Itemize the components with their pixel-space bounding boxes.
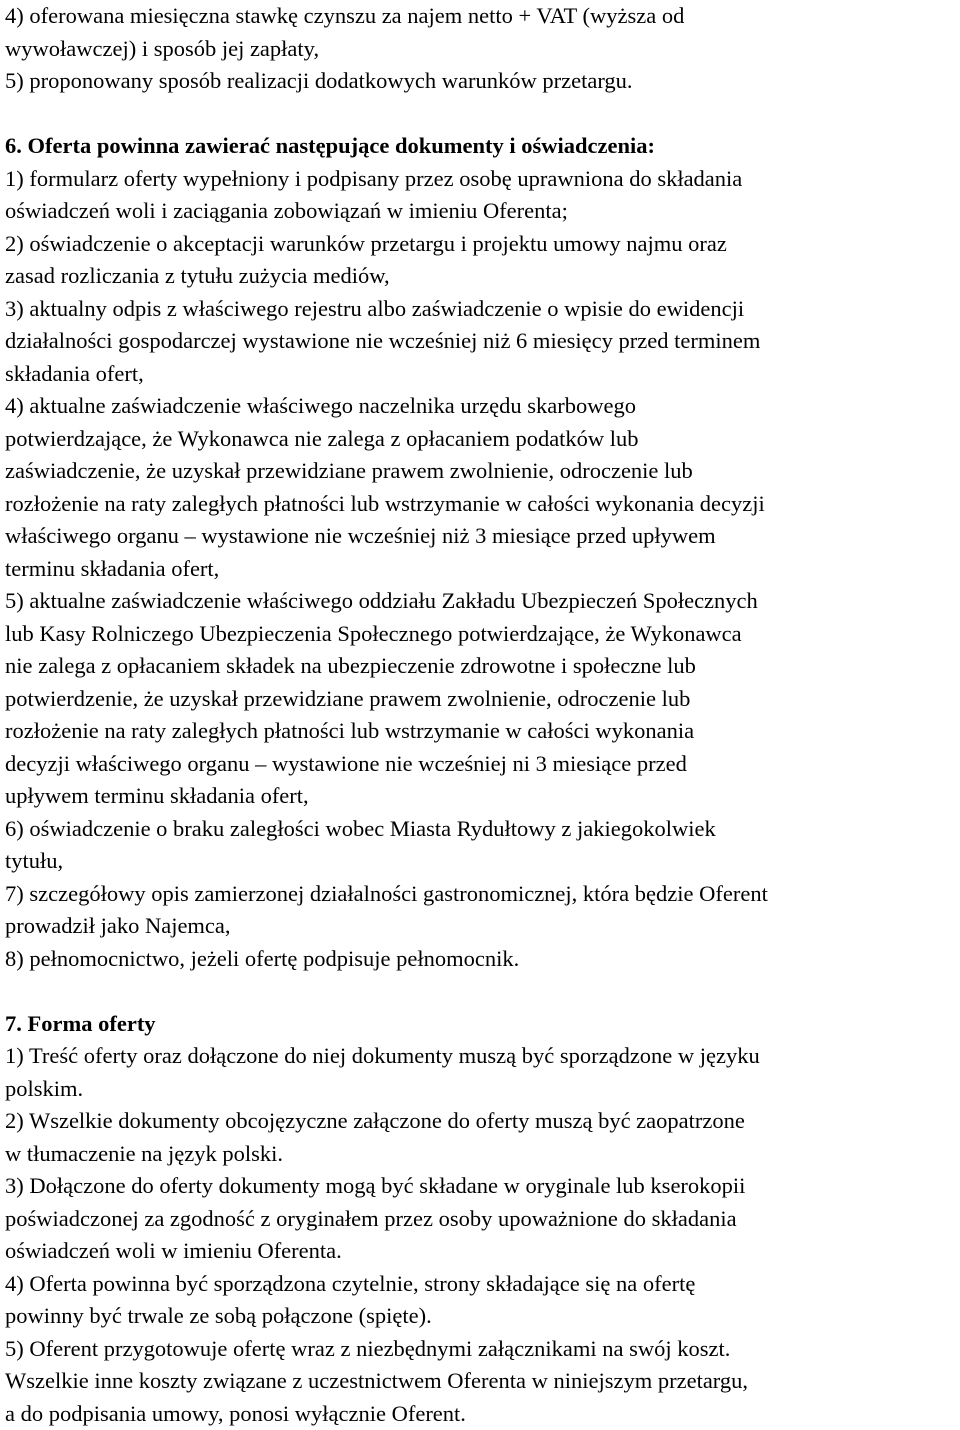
text-line: 2) Wszelkie dokumenty obcojęzyczne załączone do oferty muszą być zaopatrzone xyxy=(5,1105,957,1138)
section-6 xyxy=(5,130,957,975)
text-line: wywoławczej) i sposób jej zapłaty, xyxy=(5,33,957,66)
text-line: 5) proponowany sposób realizacji dodatkowych warunków przetargu. xyxy=(5,65,957,98)
text-line: 4) aktualne zaświadczenie właściwego naczelnika urzędu skarbowego xyxy=(5,390,957,423)
text-line: rozłożenie na raty zaległych płatności lub wstrzymanie w całości wykonania xyxy=(5,715,957,748)
text-line: upływem terminu składania ofert, xyxy=(5,780,957,813)
text-line: 4) Oferta powinna być sporządzona czytelnie, strony składające się na ofertę xyxy=(5,1268,957,1301)
text-line: 8) pełnomocnictwo, jeżeli ofertę podpisuje pełnomocnik. xyxy=(5,943,957,976)
text-line: potwierdzające, że Wykonawca nie zalega z opłacaniem podatków lub xyxy=(5,423,957,456)
text-line: właściwego organu – wystawione nie wcześniej niż 3 miesiące przed upływem xyxy=(5,520,957,553)
text-line: 5) Oferent przygotowuje ofertę wraz z niezbędnymi załącznikami na swój koszt. xyxy=(5,1333,957,1366)
text-line: poświadczonej za zgodność z oryginałem przez osoby upoważnione do składania xyxy=(5,1203,957,1236)
text-line: oświadczeń woli i zaciągania zobowiązań w imieniu Oferenta; xyxy=(5,195,957,228)
text-line: 3) aktualny odpis z właściwego rejestru albo zaświadczenie o wpisie do ewidencji xyxy=(5,293,957,326)
text-line: 7) szczegółowy opis zamierzonej działalności gastronomicznej, która będzie Oferent xyxy=(5,878,957,911)
text-line: Wszelkie inne koszty związane z uczestnictwem Oferenta w niniejszym przetargu, xyxy=(5,1365,957,1398)
text-line: polskim. xyxy=(5,1073,957,1106)
text-line: terminu składania ofert, xyxy=(5,553,957,586)
text-line: lub Kasy Rolniczego Ubezpieczenia Społecznego potwierdzające, że Wykonawca xyxy=(5,618,957,651)
paragraph-spacer xyxy=(5,975,957,1008)
section-7 xyxy=(5,1008,957,1430)
section-7-heading: 7. Forma oferty xyxy=(5,1008,957,1041)
text-line: prowadził jako Najemca, xyxy=(5,910,957,943)
text-line: składania ofert, xyxy=(5,358,957,391)
text-line: decyzji właściwego organu – wystawione nie wcześniej ni 3 miesiące przed xyxy=(5,748,957,781)
paragraph-spacer xyxy=(5,98,957,131)
text-line: zaświadczenie, że uzyskał przewidziane prawem zwolnienie, odroczenie lub xyxy=(5,455,957,488)
text-line: oświadczeń woli w imieniu Oferenta. xyxy=(5,1235,957,1268)
text-line: zasad rozliczania z tytułu zużycia mediów, xyxy=(5,260,957,293)
intro-block xyxy=(5,0,957,98)
text-line: 4) oferowana miesięczna stawkę czynszu za najem netto + VAT (wyższa od xyxy=(5,0,957,33)
text-line: 3) Dołączone do oferty dokumenty mogą być składane w oryginale lub kserokopii xyxy=(5,1170,957,1203)
text-line: potwierdzenie, że uzyskał przewidziane prawem zwolnienie, odroczenie lub xyxy=(5,683,957,716)
text-line: 1) formularz oferty wypełniony i podpisany przez osobę uprawniona do składania xyxy=(5,163,957,196)
text-line: działalności gospodarczej wystawione nie wcześniej niż 6 miesięcy przed terminem xyxy=(5,325,957,358)
text-line: rozłożenie na raty zaległych płatności lub wstrzymanie w całości wykonania decyzji xyxy=(5,488,957,521)
text-line: tytułu, xyxy=(5,845,957,878)
text-line: nie zalega z opłacaniem składek na ubezpieczenie zdrowotne i społeczne lub xyxy=(5,650,957,683)
document-page xyxy=(5,0,957,1430)
text-line: w tłumaczenie na język polski. xyxy=(5,1138,957,1171)
text-line: a do podpisania umowy, ponosi wyłącznie Oferent. xyxy=(5,1398,957,1430)
section-6-heading: 6. Oferta powinna zawierać następujące dokumenty i oświadczenia: xyxy=(5,130,957,163)
text-line: 5) aktualne zaświadczenie właściwego oddziału Zakładu Ubezpieczeń Społecznych xyxy=(5,585,957,618)
text-line: 2) oświadczenie o akceptacji warunków przetargu i projektu umowy najmu oraz xyxy=(5,228,957,261)
text-line: powinny być trwale ze sobą połączone (spięte). xyxy=(5,1300,957,1333)
text-line: 1) Treść oferty oraz dołączone do niej dokumenty muszą być sporządzone w języku xyxy=(5,1040,957,1073)
text-line: 6) oświadczenie o braku zaległości wobec Miasta Rydułtowy z jakiegokolwiek xyxy=(5,813,957,846)
